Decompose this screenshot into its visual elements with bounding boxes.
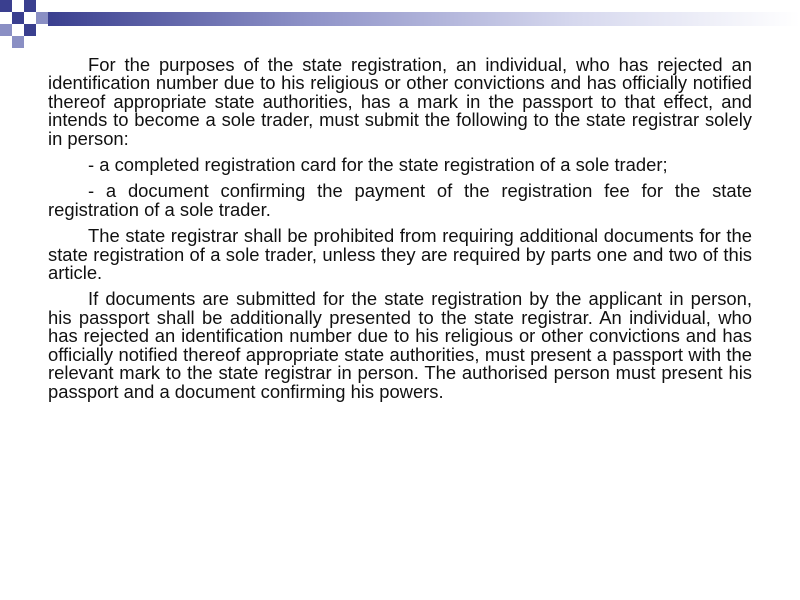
decorative-square [36, 12, 48, 24]
paragraph-list-item-fee-payment: - a document confirming the payment of the registration fee for the state registration of a sole trader. [48, 180, 752, 220]
decorative-square [12, 36, 24, 48]
decorative-square [0, 0, 12, 12]
paragraph-list-item-registration-card: - a completed registration card for the state registration of a sole trader; [88, 154, 668, 176]
header-gradient-bar [48, 12, 800, 26]
paragraph-passport-presentation: If documents are submitted for the state registration by the applicant in person, his passport shall be additionally presented to the state registrar. An individual, who has rejected an identification number due to his religious or other convictions and has officially notified thereof appropriate state authorities, must present a passport with the relevant mark to the state registrar in person. The authorised person must present his passport and a document confirming his powers. [48, 288, 752, 402]
paragraph-prohibition: The state registrar shall be prohibited from requiring additional documents for the state registration of a sole trader, unless they are required by parts one and two of this article. [48, 225, 752, 284]
decorative-square [24, 24, 36, 36]
decorative-square [12, 12, 24, 24]
paragraph-intro: For the purposes of the state registration, an individual, who has rejected an identification number due to his religious or other convictions and has officially notified thereof appropriate state authorities, has a mark in the passport to that effect, and intends to become a sole trader, must submit the following to the state registrar solely in person: [48, 54, 752, 149]
decorative-square [24, 0, 36, 12]
slide-body-text [48, 56, 752, 409]
decorative-square [0, 24, 12, 36]
